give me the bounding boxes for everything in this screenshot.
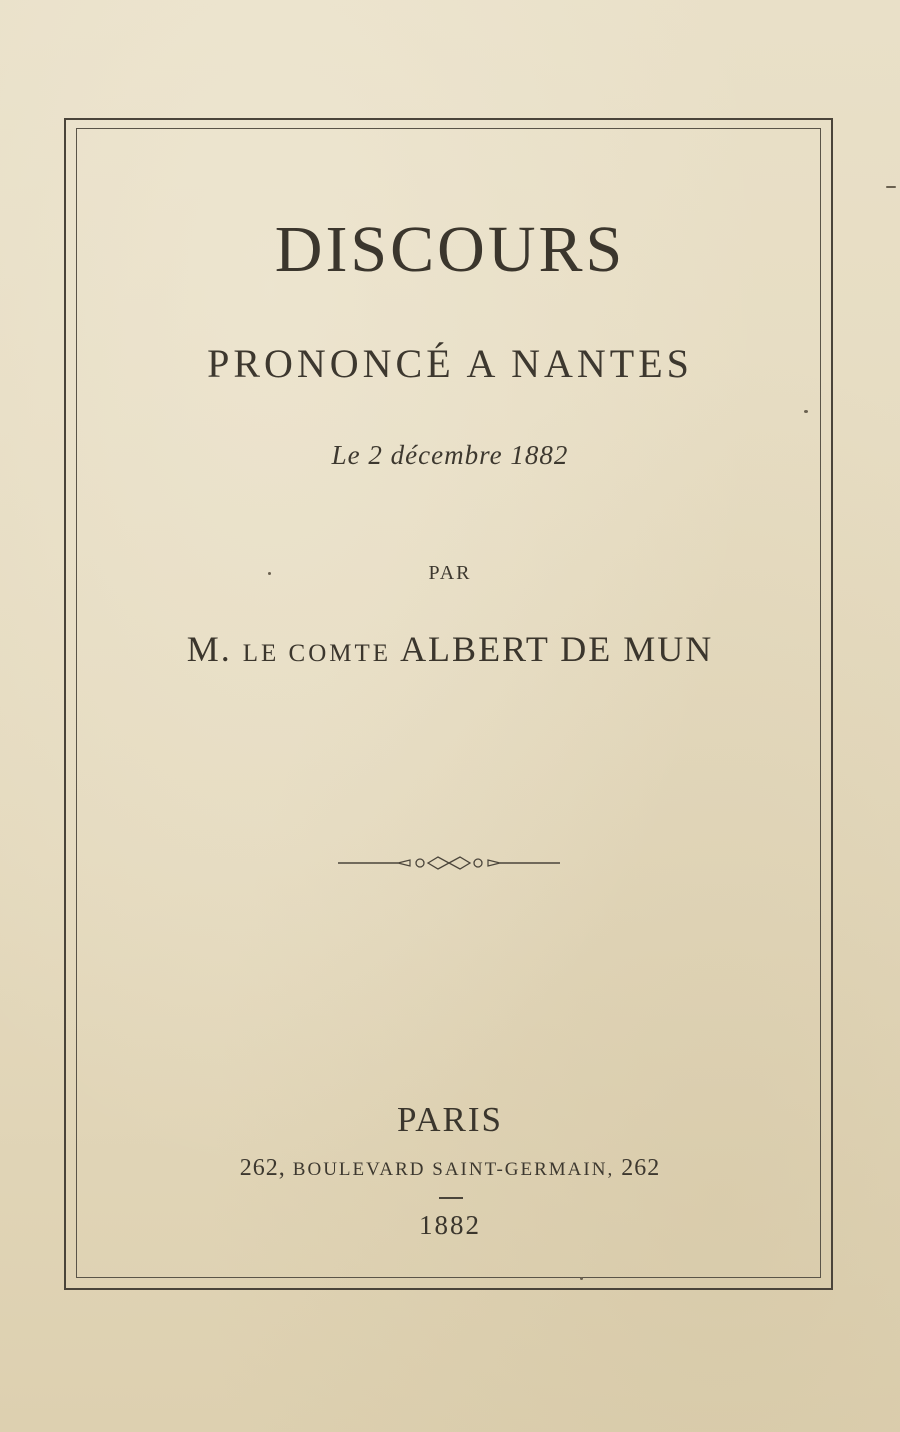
author-honorific: M. xyxy=(186,629,232,669)
speech-date: Le 2 décembre 1882 xyxy=(331,440,569,470)
street-number-start: 262, xyxy=(239,1155,286,1181)
paper-speck xyxy=(580,1277,583,1280)
paper-speck xyxy=(886,186,896,188)
author-line xyxy=(0,628,900,670)
author-rank: LE COMTE xyxy=(242,640,392,667)
document-subtitle: PRONONCÉ A NANTES xyxy=(207,341,693,386)
author-name: ALBERT DE MUN xyxy=(400,629,714,669)
paper-speck xyxy=(268,572,271,575)
imprint-city: PARIS xyxy=(397,1100,503,1139)
by-label: PAR xyxy=(428,562,472,584)
street-name: BOULEVARD SAINT-GERMAIN, xyxy=(292,1159,615,1180)
imprint-year: 1882 xyxy=(419,1210,481,1240)
scroll-ornament-icon xyxy=(338,853,560,873)
document-title: DISCOURS xyxy=(274,213,626,286)
street-number-end: 262 xyxy=(621,1155,661,1181)
short-divider xyxy=(439,1197,463,1199)
paper-speck xyxy=(804,410,808,413)
imprint-address xyxy=(0,1155,900,1182)
